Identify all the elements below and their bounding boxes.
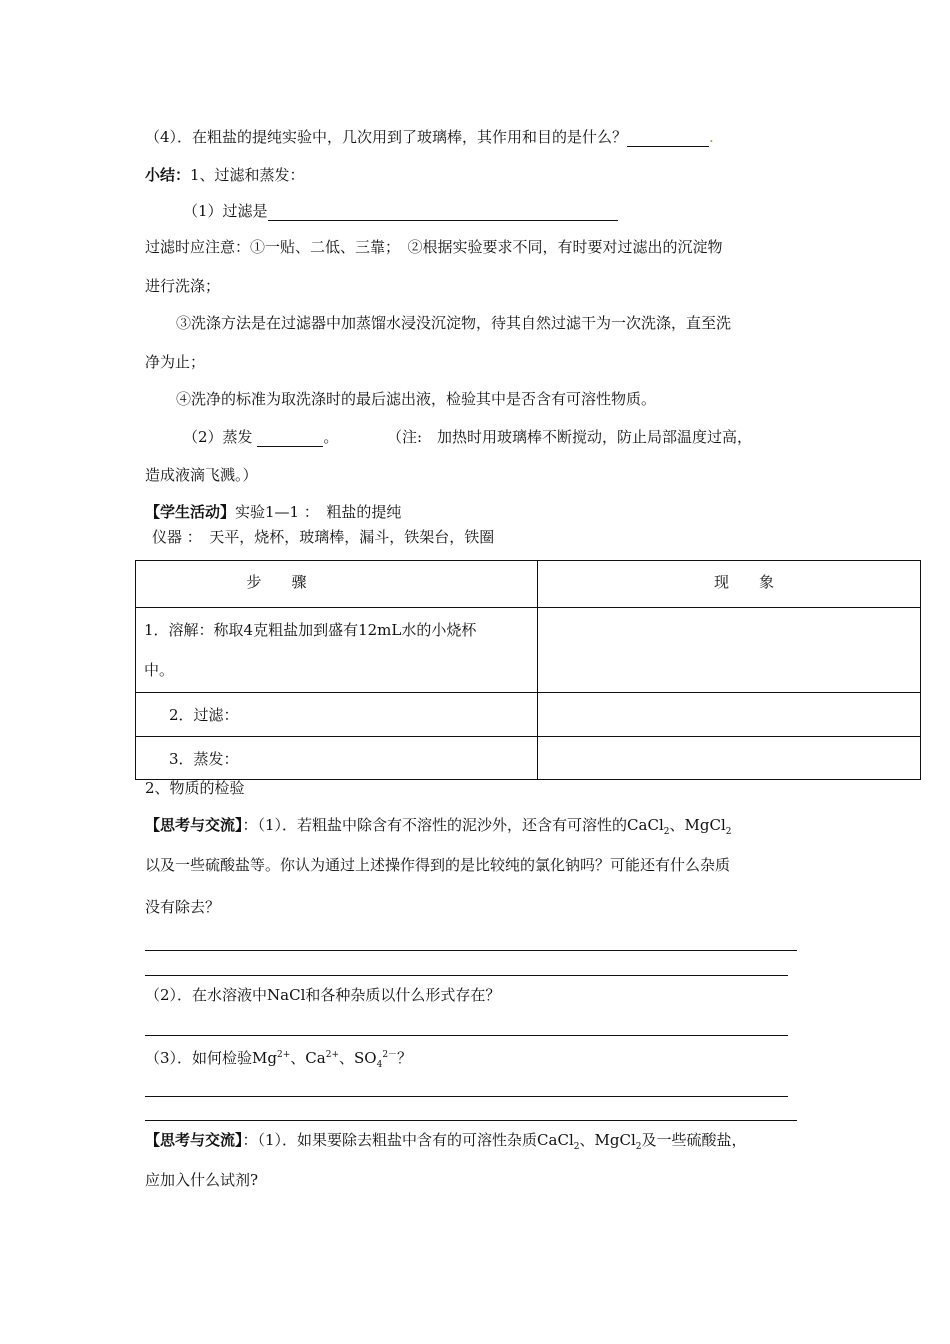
superscript: 2－ [382, 1050, 398, 1060]
superscript: 2+ [325, 1050, 339, 1060]
filter-note-1: 过滤时应注意：①一贴、二低、三靠； ②根据实验要求不同，有时要对过滤出的沉淀物 [145, 238, 723, 256]
think2-q1-text-a: ：（1）．如果要除去粗盐中含有的可溶性杂质CaCl [242, 1131, 574, 1149]
think1-q3-text-d: ？ [397, 1049, 413, 1067]
step-cell [136, 693, 538, 737]
filter-note-3b: 净为止； [145, 353, 206, 371]
filter-note-3: ③洗涤方法是在过滤器中加蒸馏水浸没沉淀物，待其自然过滤干为一次洗涤，直至洗 [176, 314, 732, 332]
evap-note: （注: 加热时用玻璃棒不断搅动，防止局部温度过高， [387, 428, 753, 446]
evaporation-line [183, 427, 338, 447]
superscript: 2+ [277, 1050, 291, 1060]
think1-q1-text-a: ：（1）．若粗盐中除含有不溶性的泥沙外，还含有可溶性的CaCl [242, 816, 664, 834]
evap-note-2: 造成液滴飞溅。） [145, 466, 258, 484]
summary-line [145, 165, 305, 185]
answer-line[interactable] [145, 1120, 797, 1121]
summary-heading: 小结： [145, 166, 191, 184]
think1-q1-line2: 以及一些硫酸盐等。你认为通过上述操作得到的是比较纯的氯化钠吗？可能还有什么杂质 [145, 856, 731, 874]
think1-q3 [145, 1045, 412, 1075]
step-text: 3．蒸发： [169, 749, 239, 768]
think2-label: 【思考与交流】 [145, 1131, 243, 1149]
think2-q1-line1 [145, 1130, 747, 1157]
table-header-row [136, 561, 921, 608]
subscript: 4 [376, 1060, 383, 1070]
answer-line[interactable] [145, 950, 797, 951]
step-text: 2．过滤： [169, 706, 239, 724]
step-text-line1: 1．溶解：称取4克粗盐加到盛有12mL水的小烧杯 [144, 621, 477, 639]
filter-def-blank[interactable] [268, 204, 618, 221]
think2-q1-line2: 应加入什么试剂? [145, 1171, 259, 1189]
subscript: 2 [635, 1142, 642, 1152]
think1-q1-line3: 没有除去？ [145, 898, 221, 916]
section-2-title: 2、物质的检验 [145, 779, 245, 797]
evap-blank[interactable] [257, 430, 323, 447]
subscript: 2 [725, 827, 732, 837]
activity-label: 【学生活动】 [145, 503, 236, 521]
step-cell [136, 608, 538, 693]
question-4-end: . [709, 128, 714, 146]
think1-q1-sep: 、MgCl [669, 816, 726, 834]
activity-title-line [145, 502, 401, 522]
observation-cell[interactable] [538, 737, 921, 780]
think1-q3-text-b: 、Ca [290, 1049, 326, 1067]
filter-def-label: （1）过滤是 [183, 202, 268, 220]
filter-note-4: ④洗净的标准为取洗涤时的最后滤出液，检验其中是否含有可溶性物质。 [176, 390, 657, 408]
header-steps-text: 步 骤 [246, 572, 307, 591]
header-observations-text: 现 象 [713, 572, 774, 591]
table-row [136, 608, 921, 693]
think1-q3-text-a: （3）．如何检验Mg [145, 1049, 278, 1067]
step-text-line2: 中。 [144, 661, 175, 679]
question-4 [145, 127, 714, 147]
observation-cell[interactable] [538, 693, 921, 737]
header-observations [538, 561, 921, 608]
step-cell [136, 737, 538, 780]
filter-definition [183, 201, 618, 221]
evap-label: （2）蒸发 [183, 428, 253, 446]
think1-q3-text-c: 、SO [339, 1049, 377, 1067]
question-4-text: （4）．在粗盐的提纯实验中，几次用到了玻璃棒，其作用和目的是什么？ [145, 128, 628, 146]
answer-line[interactable] [145, 975, 788, 976]
table-row [136, 737, 921, 780]
subscript: 2 [573, 1142, 580, 1152]
summary-item1: 1、过滤和蒸发： [190, 166, 305, 184]
think1-label: 【思考与交流】 [145, 816, 243, 834]
evap-end: 。 [323, 428, 339, 446]
activity-title: 实验1—1 ： 粗盐的提纯 [235, 503, 402, 521]
answer-line[interactable] [145, 1035, 788, 1036]
think1-q1-line1 [145, 815, 731, 842]
think2-q1-sep: 、MgCl [579, 1131, 636, 1149]
instruments: 仪器 ： 天平，烧杯，玻璃棒，漏斗，铁架台，铁圈 [152, 528, 495, 546]
answer-blank[interactable] [627, 130, 709, 147]
experiment-table [135, 560, 921, 780]
subscript: 2 [663, 827, 670, 837]
observation-cell[interactable] [538, 608, 921, 693]
table-row [136, 693, 921, 737]
header-steps [136, 561, 538, 608]
answer-line[interactable] [145, 1096, 788, 1097]
think1-q2: （2）．在水溶液中NaCl和各种杂质以什么形式存在？ [145, 986, 501, 1004]
filter-note-1b: 进行洗涤； [145, 277, 221, 295]
think2-q1-text-b: 及一些硫酸盐， [641, 1131, 747, 1149]
